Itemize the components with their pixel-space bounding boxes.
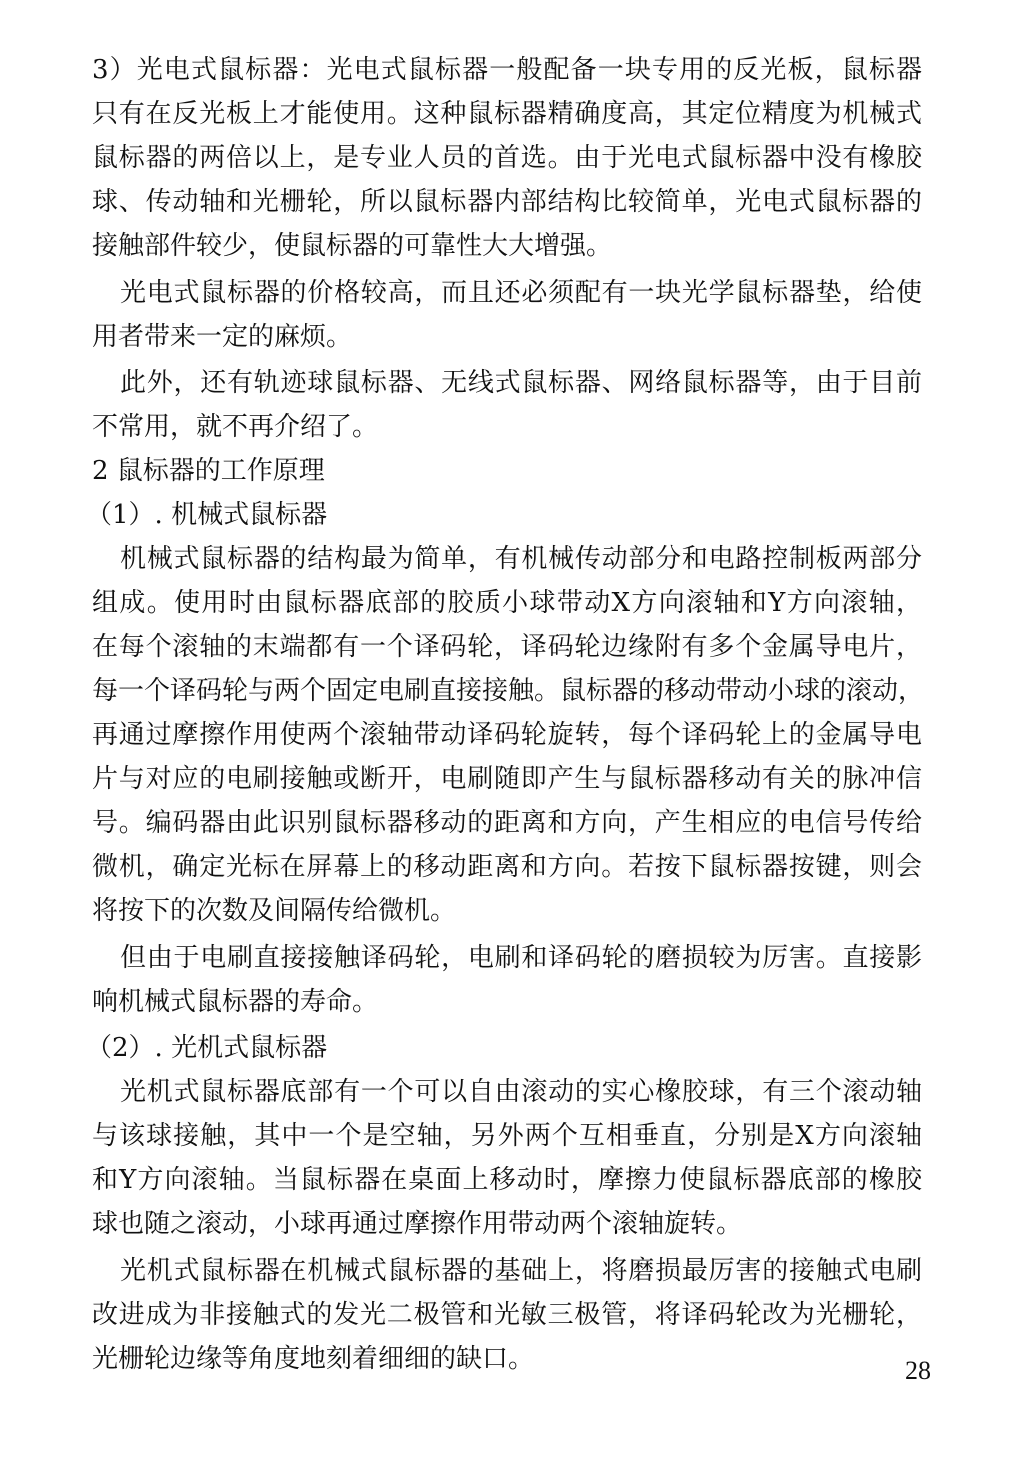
text-line: 鼠标器的两倍以上，是专业人员的首选。由于光电式鼠标器中没有橡胶 <box>92 143 922 173</box>
text-line: 接触部件较少，使鼠标器的可靠性大大增强。 <box>92 231 613 261</box>
text-line: 将按下的次数及间隔传给微机。 <box>92 896 457 926</box>
subsection-heading: （2）. 光机式鼠标器 <box>86 1033 328 1063</box>
text-line: 每一个译码轮与两个固定电刷直接接触。鼠标器的移动带动小球的滚动， <box>92 676 925 706</box>
text-line: 只有在反光板上才能使用。这种鼠标器精确度高，其定位精度为机械式 <box>92 99 922 129</box>
section-heading: 2 鼠标器的工作原理 <box>92 456 325 486</box>
text-line: 与该球接触，其中一个是空轴，另外两个互相垂直，分别是X方向滚轴 <box>92 1121 922 1151</box>
text-line: 再通过摩擦作用使两个滚轴带动译码轮旋转，每个译码轮上的金属导电 <box>92 720 922 750</box>
text-line: 改进成为非接触式的发光二极管和光敏三极管，将译码轮改为光栅轮， <box>92 1300 922 1330</box>
text-line: 微机，确定光标在屏幕上的移动距离和方向。若按下鼠标器按键，则会 <box>92 852 922 882</box>
text-line: 片与对应的电刷接触或断开，电刷随即产生与鼠标器移动有关的脉冲信 <box>92 764 922 794</box>
text-line: 球也随之滚动，小球再通过摩擦作用带动两个滚轴旋转。 <box>92 1209 743 1239</box>
text-line: 球、传动轴和光栅轮，所以鼠标器内部结构比较简单，光电式鼠标器的 <box>92 187 922 217</box>
text-line: 机械式鼠标器的结构最为简单，有机械传动部分和电路控制板两部分 <box>120 544 922 574</box>
text-line: 光栅轮边缘等角度地刻着细细的缺口。 <box>92 1344 535 1374</box>
text-line: 和Y方向滚轴。当鼠标器在桌面上移动时，摩擦力使鼠标器底部的橡胶 <box>92 1165 922 1195</box>
text-line: 3）光电式鼠标器：光电式鼠标器一般配备一块专用的反光板，鼠标器 <box>92 55 922 85</box>
text-line: 用者带来一定的麻烦。 <box>92 322 353 352</box>
text-line: 不常用，就不再介绍了。 <box>92 412 379 442</box>
text-line: 光机式鼠标器底部有一个可以自由滚动的实心橡胶球，有三个滚动轴 <box>120 1077 922 1107</box>
text-line: 光电式鼠标器的价格较高，而且还必须配有一块光学鼠标器垫，给使 <box>120 278 922 308</box>
text-line: 但由于电刷直接接触译码轮，电刷和译码轮的磨损较为厉害。直接影 <box>120 943 922 973</box>
page-number: 28 <box>905 1356 931 1385</box>
subsection-heading: （1）. 机械式鼠标器 <box>86 500 328 530</box>
text-line: 号。编码器由此识别鼠标器移动的距离和方向，产生相应的电信号传给 <box>92 808 922 838</box>
text-line: 在每个滚轴的末端都有一个译码轮，译码轮边缘附有多个金属导电片， <box>92 632 922 662</box>
text-line: 组成。使用时由鼠标器底部的胶质小球带动X方向滚轴和Y方向滚轴， <box>92 588 922 618</box>
text-line: 此外，还有轨迹球鼠标器、无线式鼠标器、网络鼠标器等，由于目前 <box>120 368 922 398</box>
text-line: 响机械式鼠标器的寿命。 <box>92 987 379 1017</box>
text-line: 光机式鼠标器在机械式鼠标器的基础上，将磨损最厉害的接触式电刷 <box>120 1256 922 1286</box>
